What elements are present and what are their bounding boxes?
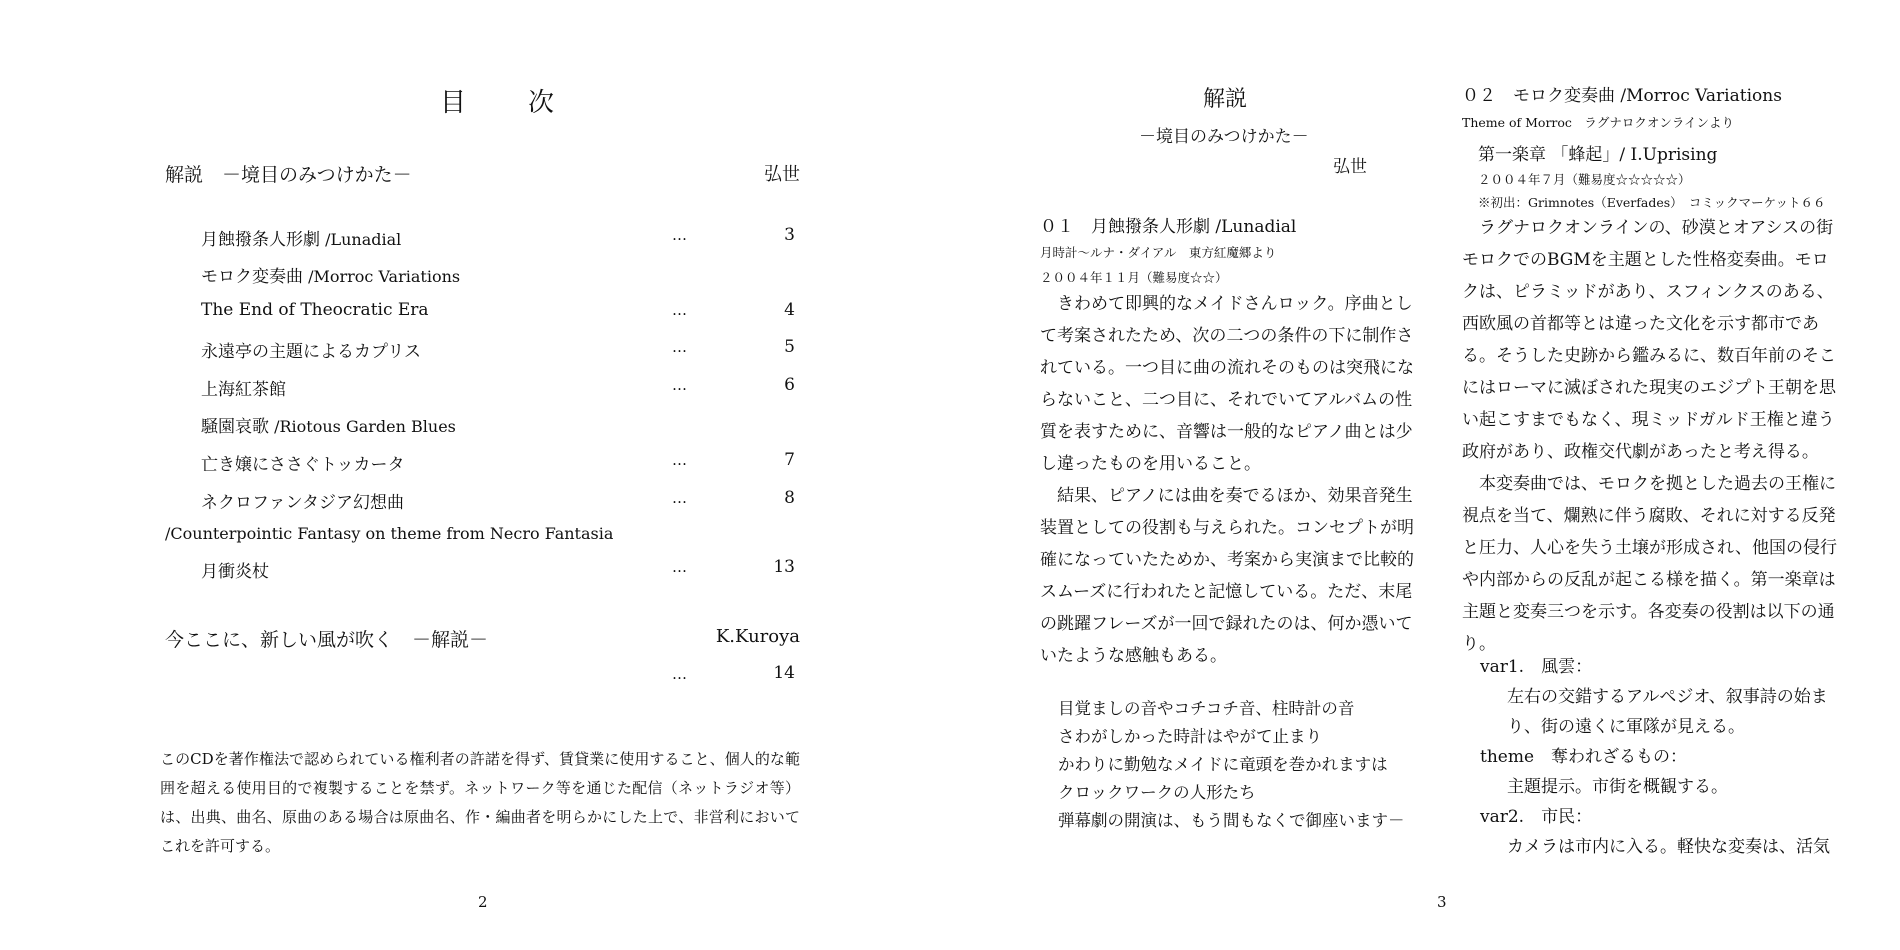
- track-1-paragraph: 結果、ピアノには曲を奏でるほか、効果音発生装置としての役割も与えられた。コンセプトが明確になっていたためか、考案から実演まで比較的スムーズに行われたと記憶している。ただ、末尾の跳躍フレーズが一回で録れたのは、何か憑いていたような感触もある。: [1040, 486, 1414, 666]
- track-2-first-release: ※初出：Grimnotes（Everfades） コミックマーケット６６: [1478, 195, 1826, 210]
- toc-entry-title: 永遠亭の主題によるカプリス: [201, 342, 421, 362]
- toc-entry: [201, 262, 460, 287]
- toc-dots: …: [672, 226, 688, 244]
- toc-dots: …: [672, 665, 688, 683]
- track-1-paragraph: きわめて即興的なメイドさんロック。序曲として考案されたため、次の二つの条件の下に制作されている。一つ目に曲の流れそのものは突飛にならないこと、二つ目に、それでいてアルバムの性質を表すために、音響は一般的なピアノ曲とは少し違ったものを用いること。: [1040, 294, 1414, 474]
- toc-dots: …: [672, 489, 688, 507]
- track-2-source: Theme of Morroc ラグナロクオンラインより: [1462, 115, 1735, 130]
- variation-text: カメラは市内に入る。軽快な変奏は、活気: [1507, 837, 1830, 857]
- track-2-movement: 第一楽章 「蜂起」/ Ⅰ.Uprising: [1478, 145, 1718, 165]
- track-1-poem: [1058, 695, 1405, 835]
- toc-page-number: 8: [784, 488, 795, 508]
- toc-entry: [201, 300, 429, 320]
- toc-entry: [201, 450, 405, 475]
- track-2-date: ２００４年７月（難易度☆☆☆☆☆）: [1478, 172, 1691, 187]
- toc-section-heading-1: 解説 －境目のみつけかた－: [165, 164, 412, 186]
- toc-entry-title: 月蝕撥条人形劇: [201, 230, 320, 250]
- toc-dots: …: [672, 301, 688, 319]
- toc-entry-english-title: /Morroc Variations: [303, 267, 461, 286]
- toc-page-number: 7: [784, 450, 795, 470]
- variation-label: var1. 風雲：: [1480, 657, 1593, 677]
- toc-title: 目 次: [440, 88, 573, 118]
- toc-page-number: 4: [784, 300, 795, 320]
- poem-line: 目覚ましの音やコチコチ音、柱時計の音: [1058, 699, 1355, 718]
- variation-label: theme 奪われざるもの：: [1480, 747, 1688, 767]
- toc-page-number: 5: [784, 337, 795, 357]
- track-2-description: [1462, 212, 1845, 660]
- toc-section-heading-2: 今ここに、新しい風が吹く －解説－: [165, 629, 489, 651]
- toc-entry-title: 騒園哀歌: [201, 417, 269, 437]
- track-1-description: [1040, 288, 1415, 672]
- toc-page-number: 3: [784, 225, 795, 245]
- toc-entry: [201, 337, 421, 362]
- toc-entry: [165, 524, 613, 544]
- variation-list: [1480, 652, 1845, 862]
- track-2-paragraph: ラグナロクオンラインの、砂漠とオアシスの街モロクでのBGMを主題とした性格変奏曲。モロクは、ピラミッドがあり、スフィンクスのある、西欧風の首都等とは違った文化を示す都市である。そうした史跡から鑑みるに、数百年前のそこにはローマに滅ぼされた現実のエジプト王朝を思い起こすまでもなく、現ミッドガルド王権と違う政府があり、政権交代劇があったと考え得る。: [1462, 218, 1836, 462]
- toc-page-number: 13: [773, 557, 795, 577]
- toc-entry-title: モロク変奏曲: [201, 267, 303, 287]
- copyright-notice: このCDを著作権法で認められている権利者の許諾を得ず、賃貸業に使用すること、個人的な範囲を超える使用目的で複製することを禁ず。ネットワーク等を通じた配信（ネットラジオ等）は、出典、曲名、原曲のある場合は原曲名、作・編曲者を明らかにした上で、非営利においてこれを許可する。: [160, 750, 800, 855]
- toc-entry-title: 上海紅茶館: [201, 380, 286, 400]
- track-1-date: ２００４年１１月（難易度☆☆）: [1040, 270, 1228, 285]
- toc-entry: [201, 225, 401, 250]
- page-number-right: 3: [1437, 893, 1447, 911]
- variation-label: var2. 市民：: [1480, 807, 1593, 827]
- toc-entry: [201, 488, 404, 513]
- toc-entry: [201, 557, 269, 582]
- commentary-subtitle: －境目のみつけかた－: [1139, 127, 1309, 147]
- toc-entry: [201, 375, 286, 400]
- poem-line: さわがしかった時計はやがて止まり: [1058, 727, 1322, 746]
- commentary-title: 解説: [1203, 87, 1248, 112]
- track-1-heading: ０１ 月蝕撥条人形劇 /Lunadial: [1040, 217, 1297, 237]
- toc-entry-title: ネクロファンタジア幻想曲: [201, 493, 404, 513]
- variation-text: 左右の交錯するアルペジオ、叙事詩の始まり、街の遠くに軍隊が見える。: [1507, 687, 1828, 737]
- toc-page-number: 6: [784, 375, 795, 395]
- toc-dots: …: [672, 558, 688, 576]
- poem-line: かわりに勤勉なメイドに竜頭を巻かれますは: [1058, 755, 1388, 774]
- toc-dots: …: [672, 338, 688, 356]
- toc-dots: …: [672, 451, 688, 469]
- track-2-paragraph: 本変奏曲では、モロクを拠とした過去の王権に視点を当て、爛熟に伴う腐敗、それに対する反発と圧力、人心を失う土壌が形成され、他国の侵行や内部からの反乱が起こる様を描く。第一楽章は主題と変奏三つを示す。各変奏の役割は以下の通り。: [1462, 474, 1838, 654]
- toc-entry-english-title: /Counterpointic Fantasy on theme from Necro Fantasia: [165, 524, 614, 543]
- toc-entry-english-title: The End of Theocratic Era: [201, 300, 429, 320]
- toc-entry: [201, 412, 456, 437]
- toc-entry-title: 月衝炎杖: [201, 562, 269, 582]
- track-1-source: 月時計～ルナ・ダイアル 東方紅魔郷より: [1040, 245, 1277, 260]
- variation-text: 主題提示。市街を概観する。: [1507, 777, 1728, 797]
- toc-entry-english-title: /Lunadial: [320, 230, 402, 249]
- toc-section-author-2: K.Kuroya: [715, 626, 800, 647]
- toc-entry-title: 亡き嬢にささぐトッカータ: [201, 455, 405, 475]
- poem-line: クロックワークの人形たち: [1058, 783, 1256, 802]
- page-number-left: 2: [478, 893, 488, 911]
- poem-line: 弾幕劇の開演は、もう間もなくで御座います－: [1058, 811, 1405, 830]
- toc-section-author-1: 弘世: [764, 164, 800, 185]
- toc-dots: …: [672, 376, 688, 394]
- track-2-heading: ０２ モロク変奏曲 /Morroc Variations: [1462, 86, 1782, 106]
- toc-page-number: 14: [773, 663, 795, 683]
- toc-entry-english-title: /Riotous Garden Blues: [269, 417, 456, 436]
- commentary-author: 弘世: [1333, 157, 1367, 177]
